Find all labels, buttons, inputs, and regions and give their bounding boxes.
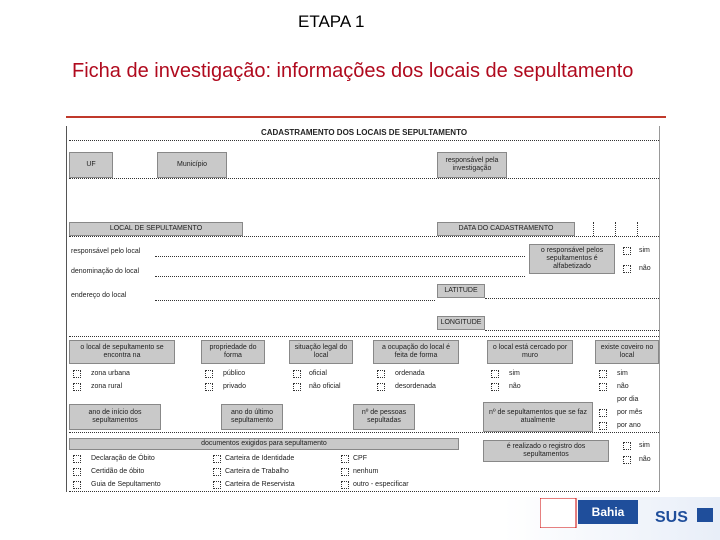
nenhum-checkbox[interactable] xyxy=(341,468,349,476)
ordenada-checkbox[interactable] xyxy=(377,370,385,378)
denominacao-local-field[interactable] xyxy=(155,276,525,277)
publico-label: público xyxy=(223,370,246,377)
oficial-label: oficial xyxy=(309,370,327,377)
doc-label: outro - especificar xyxy=(353,481,409,488)
nao-label: não xyxy=(509,383,521,390)
zona-urbana-checkbox[interactable] xyxy=(73,370,81,378)
privado-label: privado xyxy=(223,383,246,390)
carteira-identidade-checkbox[interactable] xyxy=(213,455,221,463)
ocupacao-label: a ocupação do local é feita de forma xyxy=(373,340,459,364)
investigation-form xyxy=(66,126,660,492)
doc-label: Carteira de Trabalho xyxy=(225,468,289,475)
uf-label: UF xyxy=(69,152,113,178)
title-divider xyxy=(66,116,666,118)
cercado-nao-checkbox[interactable] xyxy=(491,383,499,391)
bahia-logo-text: Bahia xyxy=(591,505,625,519)
existe-coveiro-label: existe coveiro no local xyxy=(595,340,659,364)
outro-checkbox[interactable] xyxy=(341,481,349,489)
separator xyxy=(69,178,659,179)
alfabetizado-sim-checkbox[interactable] xyxy=(623,247,631,255)
por-dia-label: por dia xyxy=(617,396,639,403)
denominacao-local-label: denominação do local xyxy=(71,268,140,275)
desordenada-checkbox[interactable] xyxy=(377,383,385,391)
doc-label: Carteira de Reservista xyxy=(225,481,295,488)
por-mes-checkbox[interactable] xyxy=(599,409,607,417)
sus-logo-text: SUS xyxy=(655,509,688,526)
longitude-field[interactable] xyxy=(485,330,659,331)
n-sepultamentos-label: nº de sepultamentos que se faz atualmente xyxy=(483,402,593,432)
doc-label: Carteira de Identidade xyxy=(225,455,295,462)
endereco-local-field[interactable] xyxy=(155,300,435,301)
step-heading: ETAPA 1 xyxy=(298,12,365,31)
coveiro-sim-checkbox[interactable] xyxy=(599,370,607,378)
responsavel-investigacao-label: responsável pela investigação xyxy=(437,152,507,178)
latitude-label: LATITUDE xyxy=(437,284,485,298)
por-mes-label: por mês xyxy=(617,409,643,416)
endereco-local-label: endereço do local xyxy=(71,292,127,299)
responsavel-alfabetizado-label: o responsável pelos sepultamentos é alfabetizado xyxy=(529,244,615,274)
privado-checkbox[interactable] xyxy=(205,383,213,391)
ordenada-label: ordenada xyxy=(395,370,425,377)
nao-label: não xyxy=(639,265,651,272)
publico-checkbox[interactable] xyxy=(205,370,213,378)
documentos-exigidos-label: documentos exigidos para sepultamento xyxy=(69,438,459,450)
sim-label: sim xyxy=(639,442,650,449)
ano-inicio-label: ano de início dos sepultamentos xyxy=(69,404,161,430)
sim-label: sim xyxy=(617,370,628,377)
nao-oficial-checkbox[interactable] xyxy=(293,383,301,391)
carteira-reservista-checkbox[interactable] xyxy=(213,481,221,489)
registro-sepultamentos-label: é realizado o registro dos sepultamentos xyxy=(483,440,609,462)
registro-sim-checkbox[interactable] xyxy=(623,442,631,450)
sim-label: sim xyxy=(639,247,650,254)
registro-nao-checkbox[interactable] xyxy=(623,456,631,464)
local-cercado-label: o local está cercado por muro xyxy=(487,340,573,364)
doc-label: Declaração de Óbito xyxy=(91,455,155,462)
form-heading: CADASTRAMENTO DOS LOCAIS DE SEPULTAMENTO xyxy=(260,128,468,137)
responsavel-local-label: responsável pelo local xyxy=(71,248,141,255)
alfabetizado-nao-checkbox[interactable] xyxy=(623,265,631,273)
ano-ultimo-label: ano do último sepultamento xyxy=(221,404,283,430)
doc-label: Guia de Sepultamento xyxy=(91,481,161,488)
certidao-obito-checkbox[interactable] xyxy=(73,468,81,476)
sim-label: sim xyxy=(509,370,520,377)
n-pessoas-label: nº de pessoas sepultadas xyxy=(353,404,415,430)
data-cadastramento-label: DATA DO CADASTRAMENTO xyxy=(437,222,575,236)
doc-label: CPF xyxy=(353,455,367,462)
guia-sepultamento-checkbox[interactable] xyxy=(73,481,81,489)
propriedade-label: propriedade do forma xyxy=(201,340,265,364)
nao-label: não xyxy=(617,383,629,390)
page-title: Ficha de investigação: informações dos locais de sepultamento xyxy=(72,60,634,82)
local-sepultamento-label: LOCAL DE SEPULTAMENTO xyxy=(69,222,243,236)
oficial-checkbox[interactable] xyxy=(293,370,301,378)
local-se-encontra-label: o local de sepultamento se encontra na xyxy=(69,340,175,364)
longitude-label: LONGITUDE xyxy=(437,316,485,330)
latitude-field[interactable] xyxy=(485,298,659,299)
bahia-logo xyxy=(540,498,640,528)
separator xyxy=(69,140,659,141)
doc-label: Certidão de óbito xyxy=(91,468,145,475)
sus-logo xyxy=(655,502,717,528)
responsavel-local-field[interactable] xyxy=(155,256,525,257)
nao-label: não xyxy=(639,456,651,463)
doc-label: nenhum xyxy=(353,468,379,475)
zona-rural-label: zona rural xyxy=(91,383,123,390)
zona-rural-checkbox[interactable] xyxy=(73,383,81,391)
cpf-checkbox[interactable] xyxy=(341,455,349,463)
zona-urbana-label: zona urbana xyxy=(91,370,130,377)
municipio-label: Município xyxy=(157,152,227,178)
cercado-sim-checkbox[interactable] xyxy=(491,370,499,378)
por-ano-label: por ano xyxy=(617,422,641,429)
por-ano-checkbox[interactable] xyxy=(599,422,607,430)
nao-oficial-label: não oficial xyxy=(309,383,341,390)
declaracao-obito-checkbox[interactable] xyxy=(73,455,81,463)
situacao-legal-label: situação legal do local xyxy=(289,340,353,364)
coveiro-nao-checkbox[interactable] xyxy=(599,383,607,391)
carteira-trabalho-checkbox[interactable] xyxy=(213,468,221,476)
desordenada-label: desordenada xyxy=(395,383,436,390)
